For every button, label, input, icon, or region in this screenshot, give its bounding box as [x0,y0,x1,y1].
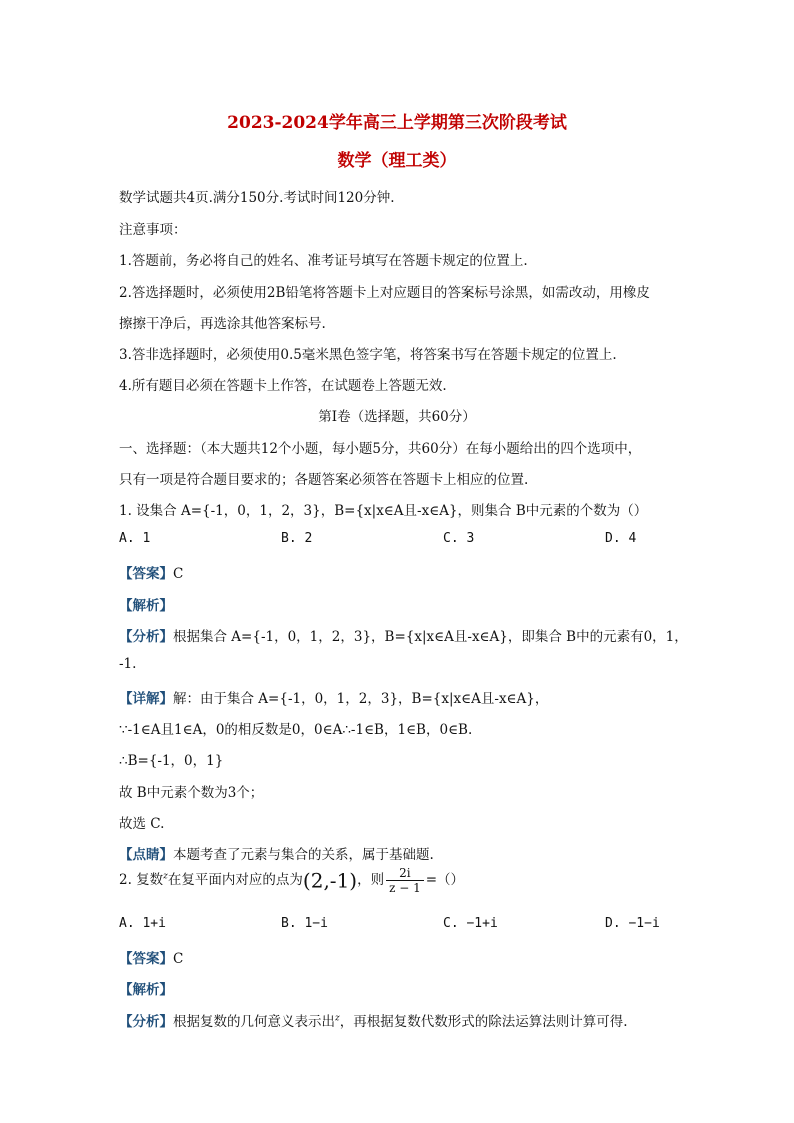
q2-option-d: D. −1−i [605,916,660,931]
comment-tag: 【点睛】 [119,847,173,863]
q1-option-a: A. 1 [119,531,151,546]
fraction-denominator: z − 1 [389,881,421,895]
q1-therefore: ∴B={-1，0，1} [119,753,224,769]
fraction-numerator: 2i [386,866,424,881]
detail-tag: 【详解】 [119,691,173,707]
fenxi-text-b: ，再根据复数代数形式的除法运算法则计算可得. [339,1014,628,1030]
q2-z: z [163,871,168,882]
part-instructions: 一、选择题：（本大题共12个小题，每小题5分，共60分）在每小题给出的四个选项中， [119,441,642,457]
fenxi-tag: 【分析】 [119,1014,173,1030]
q1-count: 故 B中元素个数为3个； [119,785,264,801]
exam-title: 2023-2024学年高三上学期第三次阶段考试 [227,113,567,133]
q1-option-d: D. 4 [605,531,637,546]
q2-stem-b: 在复平面内对应的点为 [167,872,303,888]
q2-fraction [386,866,424,895]
notice-2: 2.答选择题时，必须使用2B铅笔将答题卡上对应题目的答案标号涂黑，如需改动，用橡皮 [119,285,650,301]
q2-stem-c: ，则 [357,872,385,888]
analysis-tag: 【解析】 [119,598,173,614]
q1-because: ∵-1∈A且1∈A，0的相反数是0，0∈A∴-1∈B，1∈B，0∈B. [119,722,473,738]
q1-fenxi-cont: -1. [119,656,137,672]
q2-fenxi [119,1010,628,1030]
q2-option-a: A. 1+i [119,916,166,931]
fenxi-text: 根据集合 A={-1，0，1，2，3}，B={x|x∈A且-x∈A}，即集合 B中的元素有0，1， [173,629,688,645]
comment-text: 本题考查了元素与集合的关系，属于基础题. [173,847,434,863]
answer-tag: 【答案】 [119,951,173,967]
q1-comment [119,843,434,863]
q2-stem-a: 2. 复数 [119,872,164,888]
answer-tag: 【答案】 [119,566,173,582]
part-instructions-cont: 只有一项是符合题目要求的；各题答案必须答在答题卡上相应的位置. [119,472,529,488]
q2-stem-d: =（） [425,872,465,888]
fenxi-text: 根据复数的几何意义表示出 [173,1014,335,1030]
analysis-tag: 【解析】 [119,982,173,998]
q2-point: (2,-1) [302,868,358,893]
notice-3: 3.答非选择题时，必须使用0.5毫米黑色签字笔，将答案书写在答题卡规定的位置上. [119,347,617,363]
notice-heading: 注意事项： [119,222,187,238]
exam-info: 数学试题共4页.满分150分.考试时间120分钟. [119,190,395,206]
q1-answer [119,562,183,582]
notice-4: 4.所有题目必须在答题卡上作答，在试题卷上答题无效. [119,378,447,394]
q2-option-c: C. −1+i [443,916,498,931]
fenxi-tag: 【分析】 [119,629,173,645]
notice-2-cont: 擦擦干净后，再选涂其他答案标号. [119,316,326,332]
q2-stem [119,866,464,895]
answer-value: C [173,951,184,967]
notice-1: 1.答题前，务必将自己的姓名、准考证号填写在答题卡规定的位置上. [119,253,528,269]
q2-answer [119,947,183,967]
volume-heading: 第Ⅰ卷（选择题，共60分） [318,409,476,425]
exam-subtitle: 数学（理工类） [337,151,457,171]
detail-text: 解：由于集合 A={-1，0，1，2，3}，B={x|x∈A且-x∈A}， [173,691,549,707]
q2-option-b: B. 1−i [281,916,328,931]
q2-analysis-heading [119,978,173,998]
answer-value: C [173,566,184,582]
q1-option-b: B. 2 [281,531,313,546]
q1-detail [119,687,548,707]
q1-fenxi [119,625,688,645]
q1-stem: 1. 设集合 A={-1，0，1，2，3}，B={x|x∈A且-x∈A}，则集合 B中元素的个数为（） [119,503,648,519]
q1-choose: 故选 C. [119,816,165,832]
fenxi-z: z [335,1013,340,1024]
q1-option-c: C. 3 [443,531,475,546]
q1-analysis-heading [119,594,173,614]
